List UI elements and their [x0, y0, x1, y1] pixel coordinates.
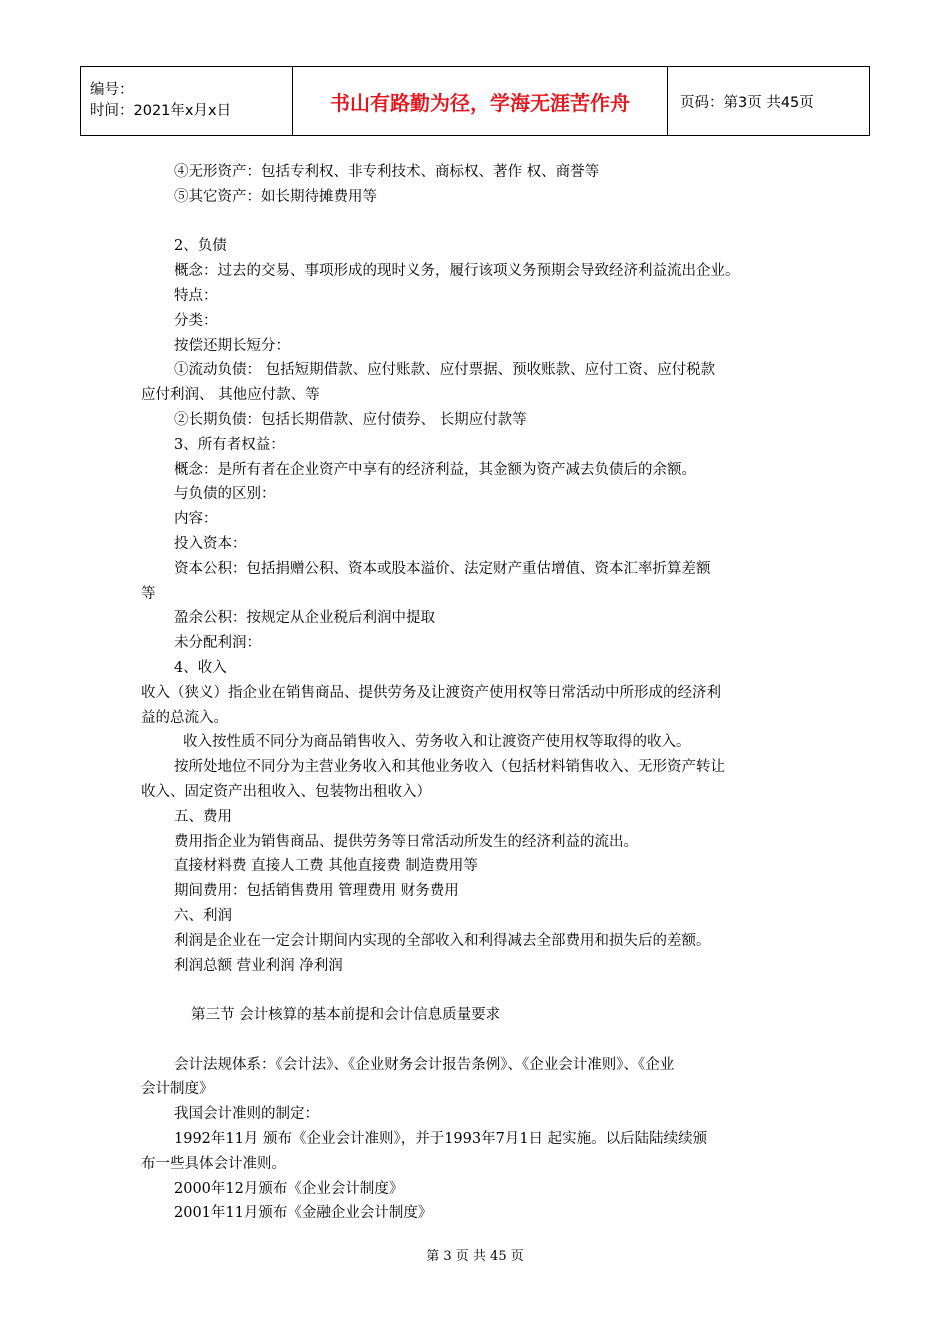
body-line: 布一些具体会计准则。 [141, 1155, 286, 1172]
document-header [80, 66, 870, 136]
section-heading: 4、收入 [174, 659, 227, 676]
body-line: 与负债的区别： [174, 486, 276, 503]
body-line: 按所处地位不同分为主营业务收入和其他业务收入（包括材料销售收入、无形资产转让 [174, 759, 725, 776]
body-line: ⑤其它资产：如长期待摊费用等 [174, 188, 377, 205]
body-line: 概念：过去的交易、事项形成的现时义务，履行该项义务预期会导致经济利益流出企业。 [174, 263, 740, 280]
header-page-info: 页码：第3页 共45页 [668, 67, 870, 136]
section-heading: 3、所有者权益： [174, 436, 285, 453]
section-heading: 五、费用 [174, 808, 232, 825]
body-line: 特点： [174, 287, 218, 304]
body-line: 2001年11月颁布《金融企业会计制度》 [174, 1205, 433, 1222]
body-line: 益的总流入。 [141, 709, 228, 726]
body-line: 内容： [174, 511, 218, 528]
body-line: 利润是企业在一定会计期间内实现的全部收入和利得减去全部费用和损失后的差额。 [174, 932, 711, 949]
page-footer: 第 3 页 共 45 页 [426, 1249, 524, 1264]
chapter-section-title: 第三节 会计核算的基本前提和会计信息质量要求 [191, 1007, 501, 1024]
body-line: 2000年12月颁布《企业会计制度》 [174, 1180, 404, 1197]
body-line: 收入、固定资产出租收入、包装物出租收入） [141, 783, 431, 800]
body-line: 未分配利润： [174, 635, 261, 652]
body-line: 资本公积：包括捐赠公积、资本或股本溢价、法定财产重估增值、资本汇率折算差额 [174, 560, 711, 577]
document-number-label: 编号： [90, 82, 134, 98]
body-line: 会计制度》 [141, 1081, 214, 1098]
body-line: 按偿还期长短分： [174, 337, 290, 354]
header-meta-cell [81, 67, 293, 136]
body-line: ①流动负债： 包括短期借款、应付账款、应付票据、预收账款、应付工资、应付税款 [174, 362, 716, 379]
header-motto: 书山有路勤为径，学海无涯苦作舟 [293, 67, 668, 136]
body-line: 直接材料费 直接人工费 其他直接费 制造费用等 [174, 858, 478, 875]
body-line: ④无形资产：包括专利权、非专利技术、商标权、著作 权、商誉等 [174, 164, 600, 180]
body-line: 利润总额 营业利润 净利润 [174, 957, 343, 974]
blank-line [141, 978, 821, 1003]
body-line: 我国会计准则的制定： [174, 1106, 319, 1123]
body-line: ②长期负债：包括长期借款、应付债券、 长期应付款等 [174, 411, 527, 428]
body-line: 期间费用：包括销售费用 管理费用 财务费用 [174, 883, 459, 900]
blank-line [141, 1028, 821, 1053]
section-heading: 六、利润 [174, 907, 232, 924]
body-line: 1992年11月 颁布《企业会计准则》，并于1993年7月1日 起实施。以后陆陆续续颁 [174, 1131, 708, 1148]
body-line: 收入按性质不同分为商品销售收入、劳务收入和让渡资产使用权等取得的收入。 [183, 734, 691, 751]
body-line: 分类： [174, 312, 218, 329]
body-line: 会计法规体系：《会计法》、《企业财务会计报告条例》、《企业会计准则》、《企业 [174, 1056, 675, 1073]
body-line: 费用指企业为销售商品、提供劳务等日常活动所发生的经济利益的流出。 [174, 833, 638, 850]
body-line: 等 [141, 585, 156, 602]
body-line: 概念：是所有者在企业资产中享有的经济利益，其金额为资产减去负债后的余额。 [174, 461, 696, 478]
document-body [141, 160, 821, 1226]
section-heading: 2、负债 [174, 238, 227, 255]
blank-line [141, 210, 821, 235]
body-line: 收入（狭义）指企业在销售商品、提供劳务及让渡资产使用权等日常活动中所形成的经济利 [141, 684, 721, 701]
body-line: 投入资本： [174, 535, 247, 552]
document-date: 时间：2021年x月x日 [90, 103, 232, 119]
body-line: 应付利润、 其他应付款、等 [141, 387, 320, 404]
body-line: 盈余公积：按规定从企业税后利润中提取 [174, 610, 435, 627]
